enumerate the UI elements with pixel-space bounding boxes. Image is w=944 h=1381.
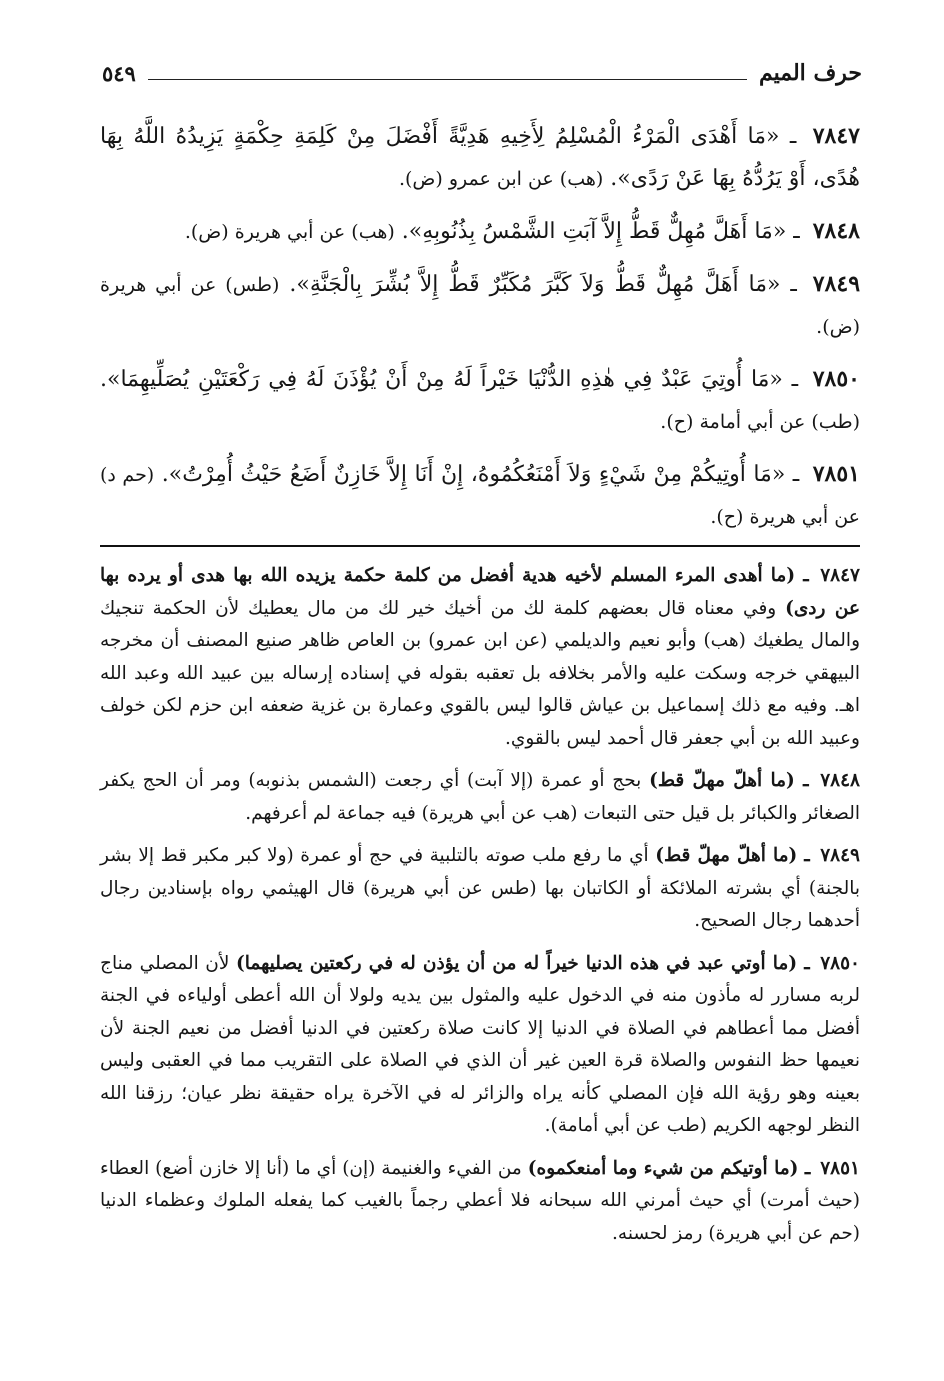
- commentary-note: [100, 765, 860, 830]
- hadith-entry: [100, 210, 860, 253]
- commentary-section: [100, 560, 860, 1260]
- commentary-note: [100, 560, 860, 755]
- hadith-entry: [100, 358, 860, 443]
- commentary-note: [100, 840, 860, 938]
- note-lead: ـ (ما أهلّ مهلّ قط): [649, 770, 809, 791]
- commentary-note: [100, 948, 860, 1143]
- running-header: [102, 58, 862, 88]
- hadith-text-section: [100, 115, 860, 548]
- hadith-source: (حم د) عن أبي هريرة (ح).: [100, 464, 860, 528]
- note-body: أي ما رفع ملب صوته بالتلبية في حج أو عمرة (ولا كبر مكبر قط إلا بشر بالجنة) أي بشرته الملائكة أو الكاتبان بها (طس عن أبي هريرة) قال الهيثمي رواه بإسنادين رجال أحدهما رجال الصحيح.: [100, 845, 860, 931]
- hadith-text: ـ «مَا أُوتِيَ عَبْدٌ فِي هٰذِهِ الدُّنْيَا خَيْراً لَهُ مِنْ أَنْ يُؤْذَنَ لَهُ فِي رَكْعَتَيْنِ يُصَلِّيهِمَا».: [100, 367, 799, 392]
- page-number: ٥٤٩: [102, 60, 136, 86]
- hadith-text: ـ «مَا أَهْدَى الْمَرْءُ الْمُسْلِمُ لِأَخِيهِ هَدِيَّةً أَفْضَلَ مِنْ كَلِمَةِ حِكْمَةٍ يَزِيدُهُ اللَّهُ بِهَا هُدًى، أَوْ يَرُدُّهُ بِهَا عَنْ رَدًى».: [100, 124, 860, 191]
- note-body: وفي معناه قال بعضهم كلمة لك من أخيك خير لك من مال يعطيك لأن الحكمة تنجيك والمال يطغيك (هب) وأبو نعيم والديلمي (عن ابن عمرو) بن العاص ظاهر صنيع المصنف أن مخرجه البيهقي خرجه وسكت عليه والأمر بخلافه بل تعقبه بقوله في إسناده إرساله بين عبيد الله وعبد الله اهـ. وفيه مع ذلك إسماعيل بن عياش قالوا ليس بالقوي وعمارة بن غزية ضعفه ابن حزم لكن خولف وعبيد الله بن أبي جعفر قال أحمد ليس بالقوي.: [100, 597, 860, 749]
- note-lead: ـ (ما أهلّ مهلّ قط): [655, 845, 810, 866]
- hadith-entry: [100, 453, 860, 538]
- hadith-source: (طب) عن أبي أمامة (ح).: [660, 411, 860, 433]
- footnote-separator: [100, 545, 860, 547]
- note-number: ٧٨٤٩: [820, 845, 860, 866]
- hadith-number: ٧٨٤٩: [812, 271, 861, 297]
- hadith-number: ٧٨٥١: [812, 461, 860, 487]
- commentary-note: [100, 1153, 860, 1251]
- note-lead: ـ (ما أوتي عبد في هذه الدنيا خيراً له من أن يؤذن له في ركعتين يصليهما): [236, 952, 810, 974]
- note-lead: ـ (ما أوتيكم من شيء وما أمنعكموه): [527, 1157, 811, 1179]
- header-rule: [148, 79, 747, 80]
- hadith-source: (هب) عن ابن عمرو (ض).: [398, 168, 604, 190]
- hadith-text: ـ «مَا أُوتِيكُمْ مِنْ شَيْءٍ وَلاَ أَمْنَعُكُمُوهُ، إِنْ أَنَا إِلاَّ خَازِنٌ أَضَعُ حَيْثُ أُمِرْتُ».: [161, 462, 800, 487]
- hadith-entry: [100, 263, 860, 348]
- note-number: ٧٨٥١: [820, 1157, 860, 1179]
- hadith-number: ٧٨٥٠: [812, 366, 860, 392]
- hadith-number: ٧٨٤٨: [812, 218, 860, 244]
- hadith-text: ـ «مَا أَهَلَّ مُهِلٌّ قَطُّ وَلاَ كَبَّرَ مُكَبِّرٌ قَطُّ إِلاَّ بُشِّرَ بِالْجَنَّةِ».: [289, 272, 797, 297]
- hadith-entry: [100, 115, 860, 200]
- note-body: بحج أو عمرة (إلا آبت) أي رجعت (الشمس بذنوبه) ومر أن الحج يكفر الصغائر والكبائر بل قيل حتى التبعات (هب عن أبي هريرة) فيه جماعة لم أعرفهم.: [100, 770, 860, 824]
- hadith-text: ـ «مَا أَهَلَّ مُهِلٌّ قَطُّ إِلاَّ آبَتِ الشَّمْسُ بِذُنُوبِهِ».: [401, 219, 800, 244]
- note-body: لأن المصلي مناج لربه مسارر له مأذون منه في الدخول عليه والمثول بين يديه ولولا أن الله أعطى أولياءه في الجنة أفضل مما أعطاهم في الصلاة في الدنيا إلا كانت صلاة ركعتين في الدنيا أفضل من نعيم الجنة لأن نعيمها حظ النفوس والصلاة قرة العين غير أن الذي في الصلاة على التقريب مما في العقبى وليس بعينه وهو رؤية الله فإن المصلي كأنه يراه والزائر له في الآخرة يراه حقيقة نظر عيان؛ رزقنا الله النظر لوجهه الكريم (طب عن أبي أمامة).: [100, 952, 860, 1136]
- hadith-source: (هب) عن أبي هريرة (ض).: [184, 221, 395, 243]
- hadith-source: (طس) عن أبي هريرة (ض).: [100, 274, 860, 338]
- note-number: ٧٨٤٨: [820, 770, 860, 791]
- note-lead: ـ (ما أهدى المرء المسلم لأخيه هدية أفضل من كلمة حكمة يزيده الله بها هدى أو يرده بها عن ردى): [100, 565, 860, 619]
- chapter-title: حرف الميم: [758, 60, 862, 86]
- note-body: من الفيء والغنيمة (إن) أي ما (أنا إلا خازن أضع) العطاء (حيث أمرت) أي حيث أمرني الله سبحانه فلا أعطي رجماً بالغيب كما يفعله الملوك وعظماء الدنيا (حم عن أبي هريرة) رمز لحسنه.: [100, 1157, 860, 1244]
- hadith-number: ٧٨٤٧: [812, 123, 860, 149]
- note-number: ٧٨٥٠: [820, 952, 860, 974]
- note-number: ٧٨٤٧: [820, 565, 860, 586]
